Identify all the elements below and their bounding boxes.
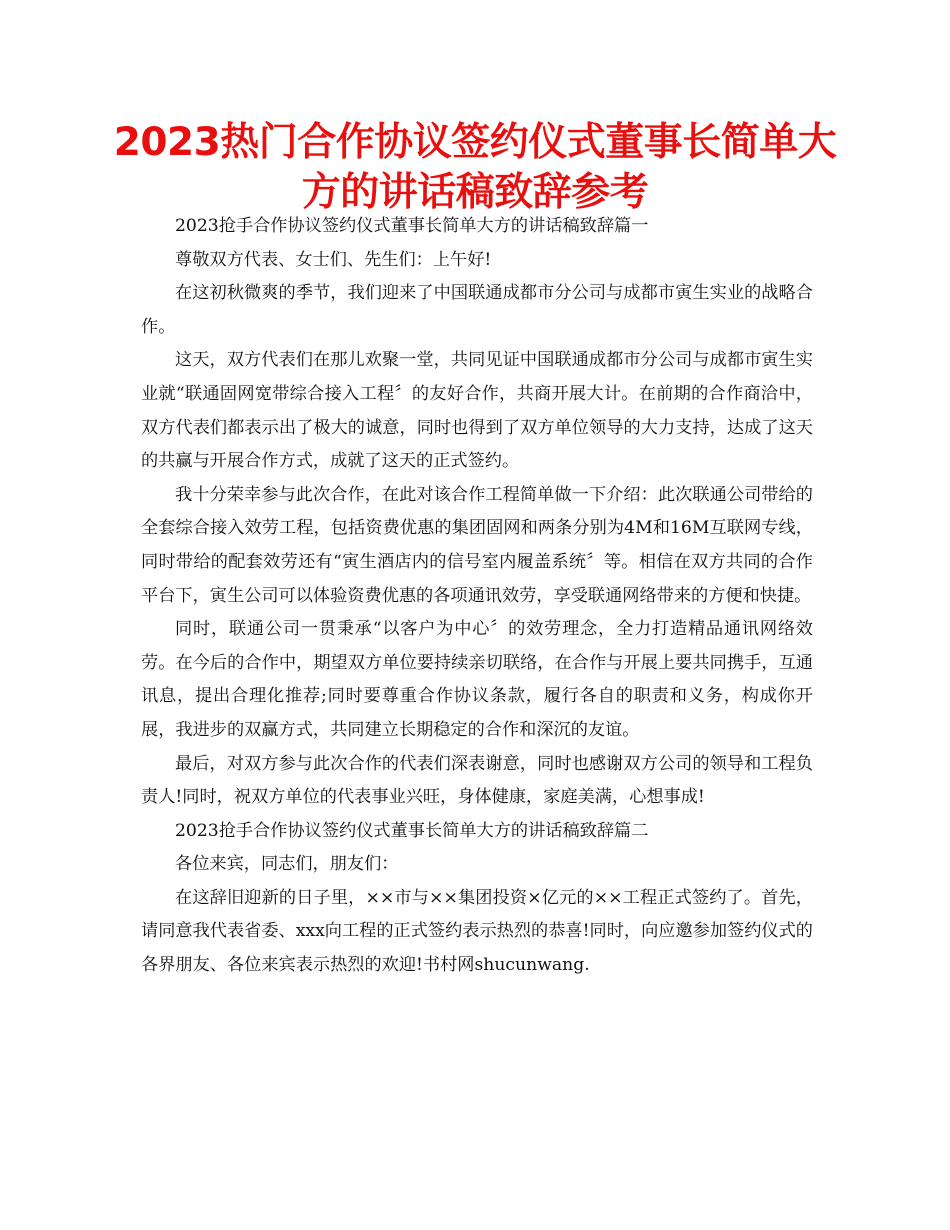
section-heading: 2023抢手合作协议签约仪式董事长简单大方的讲话稿致辞篇二 (175, 820, 649, 841)
paragraph: 在这辞旧迎新的日子里，××市与××集团投资×亿元的××工程正式签约了。首先，请同意我代表省委、xxx向工程的正式签约表示热烈的恭喜!同时，向应邀参加签约仪式的各界朋友、各位来宾表示热烈的欢迎!书村网shucunwang. (141, 887, 813, 976)
paragraph: 这天，双方代表们在那儿欢聚一堂，共同见证中国联通成都市分公司与成都市寅生实业就“联通固网宽带综合接入工程〞的友好合作，共商开展大计。在前期的合作商洽中，双方代表们都表示出了极大的诚意，同时也得到了双方单位领导的大力支持，达成了这天的共赢与开展合作方式，成就了这天的正式签约。 (141, 350, 813, 472)
salutation: 各位来宾，同志们，朋友们： (175, 854, 399, 875)
document-body (141, 210, 813, 983)
paragraph: 我十分荣幸参与此次合作，在此对该合作工程简单做一下介绍：此次联通公司带给的全套综合接入效劳工程，包括资费优惠的集团固网和两条分别为4M和16M互联网专线，同时带给的配套效劳还有“寅生酒店内的信号室内履盖系统〞等。相信在双方共同的合作平台下，寅生公司可以体验资费优惠的各项通讯效劳，享受联通网络带来的方便和快捷。 (141, 484, 813, 606)
paragraph: 同时，联通公司一贯秉承“以客户为中心〞的效劳理念，全力打造精品通讯网络效劳。在今后的合作中，期望双方单位要持续亲切联络，在合作与开展上要共同携手，互通讯息，提出合理化推荐;同时要尊重合作协议条款，履行各自的职责和义务，构成你开展，我进步的双赢方式，共同建立长期稳定的合作和深沉的友谊。 (141, 619, 813, 740)
document-title: 2023热门合作协议签约仪式董事长简单大方的讲话稿致辞参考 (113, 120, 837, 215)
section-heading: 2023抢手合作协议签约仪式董事长简单大方的讲话稿致辞篇一 (175, 216, 649, 236)
paragraph: 最后，对双方参与此次合作的代表们深表谢意，同时也感谢双方公司的领导和工程负责人!同时，祝双方单位的代表事业兴旺，身体健康，家庭美满，心想事成! (141, 753, 813, 808)
salutation: 尊敬双方代表、女士们、先生们：上午好! (175, 249, 492, 270)
paragraph: 在这初秋微爽的季节，我们迎来了中国联通成都市分公司与成都市寅生实业的战略合作。 (141, 283, 813, 337)
